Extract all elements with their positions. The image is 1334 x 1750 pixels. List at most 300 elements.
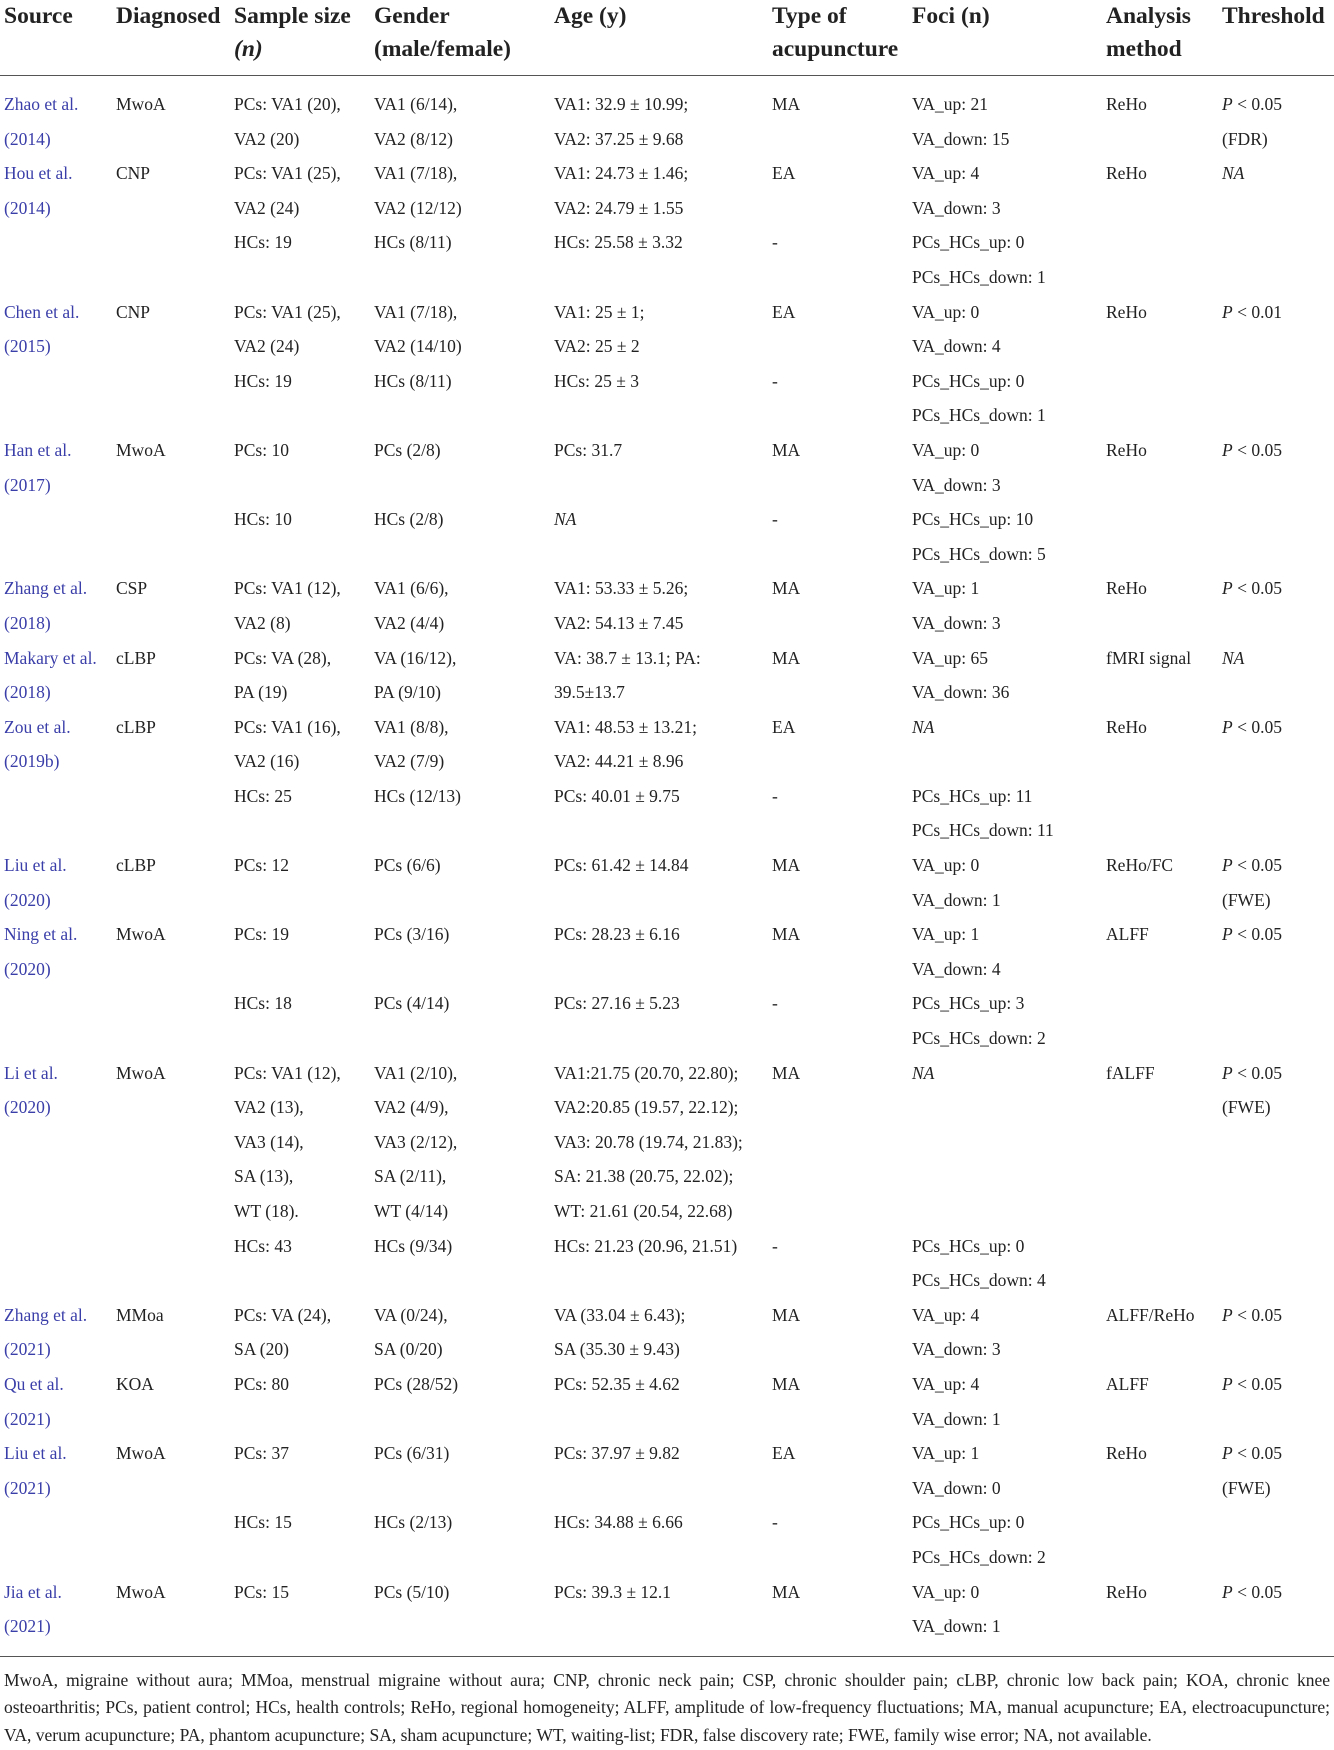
gender-cell xyxy=(370,502,550,571)
analysis-method-cell xyxy=(1102,571,1218,640)
foci-cell xyxy=(908,295,1102,364)
gender-text: SA (2/11), xyxy=(374,1166,447,1187)
header-foci-line: Foci (n) xyxy=(912,3,990,29)
gender-text: VA1 (6/6), xyxy=(374,578,449,599)
diagnosed-cell xyxy=(112,364,230,433)
sample-size-cell xyxy=(230,502,370,571)
threshold-cell xyxy=(1218,917,1334,986)
sample-size-text: VA2 (13), xyxy=(234,1097,304,1118)
source-text[interactable]: Qu et al. xyxy=(4,1373,64,1394)
sample-size-text: HCs: 25 xyxy=(234,785,292,806)
foci-cell xyxy=(908,1505,1102,1574)
foci-text: VA_down: 3 xyxy=(912,474,1001,495)
acupuncture-type-text: MA xyxy=(772,439,801,460)
source-text[interactable]: Zhang et al. xyxy=(4,578,88,599)
acupuncture-type-text: MA xyxy=(772,1304,801,1325)
gender-cell xyxy=(370,1298,550,1367)
age-text: VA1: 48.53 ± 13.21; xyxy=(554,716,697,737)
analysis-method-cell xyxy=(1102,364,1218,433)
threshold-text: P < 0.05 xyxy=(1222,1581,1282,1602)
diagnosed-cell xyxy=(112,571,230,640)
sample-size-cell xyxy=(230,917,370,986)
age-text: VA (33.04 ± 6.43); xyxy=(554,1304,686,1325)
gender-cell xyxy=(370,1367,550,1436)
gender-cell xyxy=(370,917,550,986)
threshold-cell xyxy=(1218,710,1334,779)
diagnosed-text: KOA xyxy=(116,1373,154,1394)
diagnosed-cell xyxy=(112,1505,230,1574)
gender-cell xyxy=(370,1575,550,1644)
foci-text: PCs_HCs_down: 1 xyxy=(912,266,1046,287)
foci-cell xyxy=(908,779,1102,848)
foci-text: VA_up: 1 xyxy=(912,924,980,945)
source-text[interactable]: (2021) xyxy=(4,1339,51,1360)
foci-text: VA_down: 0 xyxy=(912,1477,1001,1498)
analysis-method-text: ReHo/FC xyxy=(1106,855,1174,876)
source-cell xyxy=(0,1505,112,1574)
foci-text: VA_down: 36 xyxy=(912,682,1010,703)
analysis-method-text: ReHo xyxy=(1106,94,1147,114)
header-diagnosed-line: Diagnosed xyxy=(116,3,221,29)
analysis-method-text: ALFF xyxy=(1106,1373,1149,1394)
table-footnote: MwoA, migraine without aura; MMoa, menstrual migraine without aura; CNP, chronic neck pain; CSP, chronic shoulder pain; cLBP, chronic low back pain; KOA, chronic knee osteoarthritis; PCs, patient control; HCs, health controls; ReHo, regional homogeneity; ALFF, amplitude of low-frequency fluctuations; MA, manual acupuncture; EA, electroacupuncture; VA, verum acupuncture; PA, phantom acupuncture; SA, sham acupuncture; WT, waiting-list; FDR, false discovery rate; FWE, family wise error; NA, not available. xyxy=(0,1656,1334,1750)
source-cell[interactable] xyxy=(0,1436,112,1505)
foci-cell xyxy=(908,1575,1102,1644)
source-cell[interactable] xyxy=(0,295,112,364)
acupuncture-type-text: MA xyxy=(772,924,801,945)
source-cell[interactable] xyxy=(0,641,112,710)
sample-size-cell xyxy=(230,1298,370,1367)
sample-size-text: SA (13), xyxy=(234,1166,294,1187)
acupuncture-type-text: MA xyxy=(772,578,801,599)
analysis-method-cell xyxy=(1102,1505,1218,1574)
analysis-method-cell xyxy=(1102,986,1218,1055)
foci-cell xyxy=(908,848,1102,917)
source-text[interactable]: (2019b) xyxy=(4,751,60,772)
header-gender xyxy=(370,0,550,76)
threshold-text: (FWE) xyxy=(1222,889,1271,910)
threshold-text: P < 0.05 xyxy=(1222,1443,1282,1464)
analysis-method-cell xyxy=(1102,1436,1218,1505)
foci-text: VA_up: 1 xyxy=(912,578,980,599)
age-text: VA3: 20.78 (19.74, 21.83); xyxy=(554,1131,743,1152)
analysis-method-cell xyxy=(1102,225,1218,294)
acupuncture-type-cell xyxy=(768,433,908,502)
threshold-text: P < 0.05 xyxy=(1222,1062,1282,1083)
diagnosed-cell xyxy=(112,502,230,571)
analysis-method-cell xyxy=(1102,848,1218,917)
source-text[interactable]: Zou et al. xyxy=(4,716,71,737)
diagnosed-text: cLBP xyxy=(116,647,156,668)
gender-text: HCs (9/34) xyxy=(374,1235,453,1256)
diagnosed-cell xyxy=(112,295,230,364)
source-text[interactable]: Zhao et al. xyxy=(4,94,79,114)
foci-cell xyxy=(908,156,1102,225)
foci-cell xyxy=(908,1367,1102,1436)
acupuncture-type-cell xyxy=(768,76,908,157)
age-text: PCs: 28.23 ± 6.16 xyxy=(554,924,680,945)
threshold-cell xyxy=(1218,502,1334,571)
age-text: VA: 38.7 ± 13.1; PA: xyxy=(554,647,701,668)
analysis-method-text: fMRI signal xyxy=(1106,647,1192,668)
source-text[interactable]: Hou et al. xyxy=(4,163,73,184)
gender-cell xyxy=(370,986,550,1055)
sample-size-text: PCs: 12 xyxy=(234,855,289,876)
acupuncture-type-cell xyxy=(768,1436,908,1505)
gender-text: PCs (2/8) xyxy=(374,439,441,460)
diagnosed-text: CNP xyxy=(116,163,151,184)
source-cell[interactable] xyxy=(0,156,112,225)
gender-text: PCs (5/10) xyxy=(374,1581,450,1602)
source-text[interactable]: (2015) xyxy=(4,336,51,357)
sample-size-cell xyxy=(230,364,370,433)
sample-size-text: PCs: VA (28), xyxy=(234,647,332,668)
header-sample-size-line: (n) xyxy=(234,36,263,62)
threshold-cell xyxy=(1218,225,1334,294)
age-cell xyxy=(550,1575,768,1644)
sample-size-cell xyxy=(230,710,370,779)
foci-text: VA_down: 1 xyxy=(912,1616,1001,1637)
foci-text: PCs_HCs_down: 2 xyxy=(912,1028,1046,1049)
foci-cell xyxy=(908,986,1102,1055)
diagnosed-text: CNP xyxy=(116,301,151,322)
foci-text: VA_up: 4 xyxy=(912,163,980,184)
sample-size-text: VA2 (24) xyxy=(234,197,300,218)
acupuncture-type-cell xyxy=(768,917,908,986)
sample-size-cell xyxy=(230,1056,370,1229)
acupuncture-type-text: - xyxy=(772,370,778,391)
source-text[interactable]: Chen et al. xyxy=(4,301,80,322)
sample-size-text: VA2 (16) xyxy=(234,751,300,772)
sample-size-cell xyxy=(230,779,370,848)
sample-size-cell xyxy=(230,295,370,364)
gender-cell xyxy=(370,641,550,710)
gender-cell xyxy=(370,710,550,779)
sample-size-text: WT (18). xyxy=(234,1201,299,1221)
gender-cell xyxy=(370,1056,550,1229)
table-row xyxy=(0,225,1334,294)
foci-text: VA_up: 0 xyxy=(912,1581,980,1602)
foci-cell xyxy=(908,641,1102,710)
source-text[interactable]: Han et al. xyxy=(4,439,72,460)
source-text[interactable]: Liu et al. xyxy=(4,1443,67,1464)
gender-cell xyxy=(370,571,550,640)
threshold-text: NA xyxy=(1222,163,1245,184)
acupuncture-type-cell xyxy=(768,571,908,640)
sample-size-text: HCs: 10 xyxy=(234,509,292,530)
acupuncture-type-cell xyxy=(768,225,908,294)
threshold-cell xyxy=(1218,1056,1334,1229)
acupuncture-type-cell xyxy=(768,502,908,571)
table-row xyxy=(0,433,1334,502)
threshold-cell xyxy=(1218,1229,1334,1298)
source-cell xyxy=(0,1229,112,1298)
age-text: PCs: 40.01 ± 9.75 xyxy=(554,785,680,806)
threshold-text: (FWE) xyxy=(1222,1097,1271,1118)
foci-text: PCs_HCs_up: 0 xyxy=(912,370,1025,391)
analysis-method-text: ReHo xyxy=(1106,301,1147,322)
age-text: VA2: 25 ± 2 xyxy=(554,336,640,357)
sample-size-text: VA2 (20) xyxy=(234,128,300,149)
source-text[interactable]: (2020) xyxy=(4,1097,51,1118)
source-text[interactable]: (2014) xyxy=(4,197,51,218)
age-cell xyxy=(550,1505,768,1574)
source-text[interactable]: Zhang et al. xyxy=(4,1304,88,1325)
source-cell xyxy=(0,986,112,1055)
foci-text: VA_up: 0 xyxy=(912,301,980,322)
foci-text: NA xyxy=(912,716,935,737)
age-text: VA1: 25 ± 1; xyxy=(554,301,645,322)
sample-size-cell xyxy=(230,1367,370,1436)
gender-text: PCs (28/52) xyxy=(374,1373,459,1394)
sample-size-text: HCs: 18 xyxy=(234,993,292,1014)
foci-cell xyxy=(908,433,1102,502)
source-text[interactable]: Ning et al. xyxy=(4,924,78,945)
gender-text: HCs (2/8) xyxy=(374,509,444,530)
foci-text: VA_up: 65 xyxy=(912,647,989,668)
foci-cell xyxy=(908,1298,1102,1367)
gender-cell xyxy=(370,156,550,225)
age-text: NA xyxy=(554,509,577,530)
sample-size-cell xyxy=(230,225,370,294)
source-cell[interactable] xyxy=(0,1298,112,1367)
source-cell xyxy=(0,502,112,571)
foci-text: PCs_HCs_up: 3 xyxy=(912,993,1025,1014)
acupuncture-type-text: - xyxy=(772,1512,778,1533)
table-row xyxy=(0,917,1334,986)
foci-cell xyxy=(908,364,1102,433)
age-cell xyxy=(550,641,768,710)
source-text[interactable]: (2021) xyxy=(4,1408,51,1429)
threshold-cell xyxy=(1218,364,1334,433)
analysis-method-cell xyxy=(1102,1575,1218,1644)
age-cell xyxy=(550,1298,768,1367)
diagnosed-cell xyxy=(112,1298,230,1367)
gender-text: WT (4/14) xyxy=(374,1201,449,1221)
sample-size-text: PCs: VA1 (20), xyxy=(234,94,341,114)
diagnosed-cell xyxy=(112,1229,230,1298)
table-row xyxy=(0,1575,1334,1644)
sample-size-text: PCs: VA1 (25), xyxy=(234,163,341,184)
source-cell[interactable] xyxy=(0,1575,112,1644)
acupuncture-type-text: MA xyxy=(772,94,801,114)
header-gender-line: Gender xyxy=(374,3,450,29)
source-text[interactable]: (2020) xyxy=(4,889,51,910)
source-text[interactable]: Makary et al. xyxy=(4,647,97,668)
age-cell xyxy=(550,1056,768,1229)
acupuncture-type-text: EA xyxy=(772,301,796,322)
gender-text: VA2 (7/9) xyxy=(374,751,445,772)
source-text[interactable]: (2018) xyxy=(4,682,51,703)
table-row xyxy=(0,1298,1334,1367)
analysis-method-cell xyxy=(1102,295,1218,364)
table-row xyxy=(0,1367,1334,1436)
age-cell xyxy=(550,1436,768,1505)
foci-cell xyxy=(908,76,1102,157)
age-text: VA2: 24.79 ± 1.55 xyxy=(554,197,684,218)
diagnosed-text: MwoA xyxy=(116,94,166,114)
diagnosed-cell xyxy=(112,779,230,848)
threshold-text: P < 0.05 xyxy=(1222,94,1282,114)
source-cell[interactable] xyxy=(0,848,112,917)
diagnosed-text: MwoA xyxy=(116,1581,166,1602)
source-cell[interactable] xyxy=(0,1367,112,1436)
diagnosed-cell xyxy=(112,76,230,157)
age-cell xyxy=(550,433,768,502)
analysis-method-cell xyxy=(1102,710,1218,779)
table-row xyxy=(0,779,1334,848)
sample-size-cell xyxy=(230,1229,370,1298)
foci-text: PCs_HCs_down: 1 xyxy=(912,405,1046,426)
analysis-method-text: ALFF/ReHo xyxy=(1106,1304,1195,1325)
acupuncture-type-text: MA xyxy=(772,1062,801,1083)
acupuncture-type-cell xyxy=(768,779,908,848)
foci-text: VA_up: 0 xyxy=(912,855,980,876)
age-text: VA2: 54.13 ± 7.45 xyxy=(554,612,684,633)
diagnosed-cell xyxy=(112,1436,230,1505)
foci-cell xyxy=(908,1056,1102,1229)
foci-text: PCs_HCs_down: 4 xyxy=(912,1270,1046,1291)
diagnosed-text: CSP xyxy=(116,578,148,599)
gender-text: VA1 (6/14), xyxy=(374,94,458,114)
diagnosed-text: cLBP xyxy=(116,855,156,876)
source-text[interactable]: Li et al. xyxy=(4,1062,58,1083)
threshold-text: (FDR) xyxy=(1222,128,1268,149)
source-text[interactable]: Liu et al. xyxy=(4,855,67,876)
threshold-cell xyxy=(1218,1367,1334,1436)
foci-text: VA_up: 4 xyxy=(912,1304,980,1325)
analysis-method-cell xyxy=(1102,779,1218,848)
acupuncture-type-text: MA xyxy=(772,1373,801,1394)
header-threshold-line: Threshold xyxy=(1222,3,1325,29)
header-sample-size xyxy=(230,0,370,76)
source-text[interactable]: (2014) xyxy=(4,128,51,149)
source-text[interactable]: Jia et al. xyxy=(4,1581,62,1602)
acupuncture-type-cell xyxy=(768,1505,908,1574)
diagnosed-text: cLBP xyxy=(116,716,156,737)
header-row xyxy=(0,0,1334,76)
foci-text: VA_up: 1 xyxy=(912,1443,980,1464)
threshold-cell xyxy=(1218,571,1334,640)
gender-text: PCs (4/14) xyxy=(374,993,450,1014)
analysis-method-text: fALFF xyxy=(1106,1062,1155,1083)
source-cell[interactable] xyxy=(0,1056,112,1229)
analysis-method-text: ReHo xyxy=(1106,163,1147,184)
gender-cell xyxy=(370,295,550,364)
acupuncture-type-cell xyxy=(768,1367,908,1436)
source-cell xyxy=(0,225,112,294)
foci-cell xyxy=(908,502,1102,571)
foci-text: VA_down: 4 xyxy=(912,336,1001,357)
source-cell[interactable] xyxy=(0,917,112,986)
acupuncture-type-text: MA xyxy=(772,1581,801,1602)
foci-text: PCs_HCs_up: 0 xyxy=(912,232,1025,253)
gender-text: HCs (8/11) xyxy=(374,370,452,391)
threshold-cell xyxy=(1218,848,1334,917)
gender-cell xyxy=(370,433,550,502)
analysis-method-cell xyxy=(1102,156,1218,225)
header-acupuncture-type-line: acupuncture xyxy=(772,36,899,62)
threshold-cell xyxy=(1218,779,1334,848)
acupuncture-type-cell xyxy=(768,641,908,710)
source-text[interactable]: (2020) xyxy=(4,958,51,979)
source-cell[interactable] xyxy=(0,571,112,640)
age-cell xyxy=(550,710,768,779)
analysis-method-cell xyxy=(1102,1056,1218,1229)
age-cell xyxy=(550,779,768,848)
table-row xyxy=(0,1436,1334,1505)
foci-cell xyxy=(908,571,1102,640)
table-row xyxy=(0,1056,1334,1229)
source-text[interactable]: (2021) xyxy=(4,1616,51,1637)
analysis-method-cell xyxy=(1102,1229,1218,1298)
sample-size-text: SA (20) xyxy=(234,1339,289,1360)
source-cell[interactable] xyxy=(0,710,112,779)
age-text: PCs: 31.7 xyxy=(554,439,623,460)
sample-size-text: VA2 (8) xyxy=(234,612,291,633)
age-cell xyxy=(550,364,768,433)
foci-text: VA_up: 0 xyxy=(912,439,980,460)
acupuncture-type-text: - xyxy=(772,785,778,806)
header-source xyxy=(0,0,112,76)
foci-cell xyxy=(908,710,1102,779)
gender-cell xyxy=(370,76,550,157)
header-acupuncture-type xyxy=(768,0,908,76)
acupuncture-type-cell xyxy=(768,986,908,1055)
sample-size-text: HCs: 15 xyxy=(234,1512,292,1533)
age-text: VA1:21.75 (20.70, 22.80); xyxy=(554,1062,739,1083)
source-cell xyxy=(0,779,112,848)
gender-text: VA1 (2/10), xyxy=(374,1062,458,1083)
sample-size-cell xyxy=(230,156,370,225)
analysis-method-text: ReHo xyxy=(1106,439,1147,460)
diagnosed-text: MwoA xyxy=(116,924,166,945)
acupuncture-type-cell xyxy=(768,1229,908,1298)
source-text[interactable]: (2021) xyxy=(4,1477,51,1498)
source-cell[interactable] xyxy=(0,433,112,502)
gender-text: PCs (3/16) xyxy=(374,924,450,945)
sample-size-text: PCs: 15 xyxy=(234,1581,289,1602)
sample-size-text: PA (19) xyxy=(234,682,288,703)
foci-text: VA_down: 3 xyxy=(912,612,1001,633)
gender-cell xyxy=(370,779,550,848)
diagnosed-cell xyxy=(112,156,230,225)
gender-text: PCs (6/6) xyxy=(374,855,441,876)
gender-text: VA2 (8/12) xyxy=(374,128,453,149)
source-text[interactable]: (2018) xyxy=(4,612,51,633)
age-text: PCs: 39.3 ± 12.1 xyxy=(554,1581,672,1602)
age-cell xyxy=(550,848,768,917)
acupuncture-type-text: - xyxy=(772,509,778,530)
table-row xyxy=(0,156,1334,225)
age-text: HCs: 34.88 ± 6.66 xyxy=(554,1512,683,1533)
source-cell xyxy=(0,364,112,433)
table-header xyxy=(0,0,1334,76)
gender-text: VA1 (7/18), xyxy=(374,301,458,322)
age-text: 39.5±13.7 xyxy=(554,682,625,703)
foci-text: PCs_HCs_up: 10 xyxy=(912,509,1034,530)
threshold-cell xyxy=(1218,641,1334,710)
sample-size-text: PCs: VA1 (16), xyxy=(234,716,341,737)
header-age-line: Age (y) xyxy=(554,3,627,29)
analysis-method-cell xyxy=(1102,917,1218,986)
foci-text: VA_up: 21 xyxy=(912,94,989,114)
gender-text: SA (0/20) xyxy=(374,1339,443,1360)
source-text[interactable]: (2017) xyxy=(4,474,51,495)
sample-size-cell xyxy=(230,76,370,157)
source-cell[interactable] xyxy=(0,76,112,157)
diagnosed-cell xyxy=(112,1056,230,1229)
